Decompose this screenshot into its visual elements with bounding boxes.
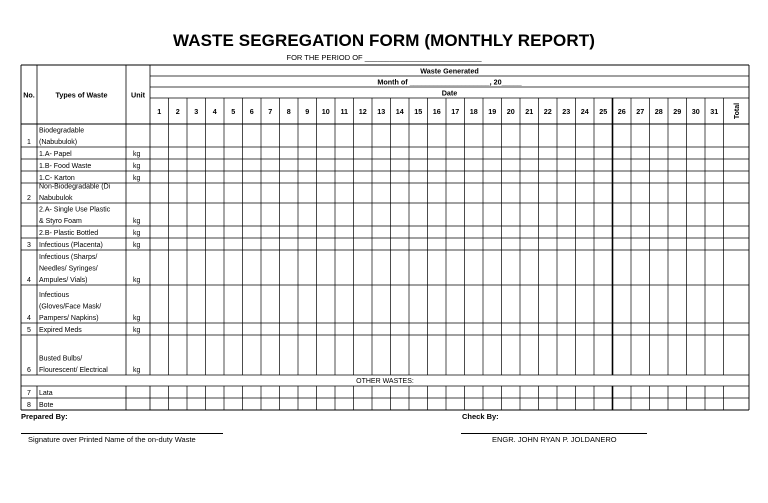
waste-type-10-line-0: Expired Meds [39, 327, 82, 334]
form-title: WASTE SEGREGATION FORM (MONTHLY REPORT) [173, 31, 595, 50]
month-header: Month of ____________________, 20_____ [377, 77, 522, 87]
waste-type-5-line-0: 2.A- Single Use Plastic [39, 206, 111, 214]
day-label-11: 11 [340, 107, 349, 116]
row-no-0: 1 [27, 139, 31, 146]
col-unit-header: Unit [131, 90, 145, 100]
day-label-19: 19 [488, 107, 497, 116]
day-label-14: 14 [395, 107, 404, 116]
day-label-1: 1 [157, 107, 162, 116]
waste-type-7-line-0: Infectious (Placenta) [39, 242, 103, 249]
day-label-23: 23 [562, 107, 571, 116]
row-unit-5: kg [133, 218, 141, 225]
waste-type-11-line-1: Flourescent/ Electrical [39, 367, 108, 374]
waste-type-4-line-0: Non-Biodegradable (Di [39, 183, 111, 191]
total-header: Total [733, 102, 741, 120]
day-label-6: 6 [249, 107, 254, 116]
day-label-5: 5 [231, 107, 236, 116]
day-label-10: 10 [321, 107, 330, 116]
prepared-by-label: Prepared By: [21, 412, 68, 421]
day-label-28: 28 [654, 107, 663, 116]
waste-type-8-line-0: Infectious (Sharps/ [39, 254, 98, 261]
waste-type-2-line-0: 1.B- Food Waste [39, 163, 92, 170]
row-no-10: 5 [27, 327, 31, 334]
day-label-30: 30 [691, 107, 700, 116]
day-label-9: 9 [305, 107, 310, 116]
row-unit-9: kg [133, 315, 141, 322]
day-label-21: 21 [525, 107, 534, 116]
waste-type-9-line-1: (Gloves/Face Mask/ [39, 303, 102, 311]
waste-type-o1-line-0: Bote [39, 402, 54, 409]
row-unit-10: kg [133, 327, 141, 334]
day-label-31: 31 [710, 107, 719, 116]
prepared-signature-line [21, 433, 223, 434]
day-label-2: 2 [175, 107, 180, 116]
day-label-29: 29 [673, 107, 682, 116]
col-no-header: No. [23, 90, 35, 100]
waste-type-0-line-0: Biodegradable [39, 127, 85, 135]
day-label-7: 7 [268, 107, 273, 116]
waste-type-1-line-0: 1.A- Papel [39, 151, 72, 158]
check-signature-line [461, 433, 647, 434]
day-label-4: 4 [212, 107, 217, 116]
day-label-22: 22 [543, 107, 552, 116]
day-label-3: 3 [194, 107, 199, 116]
day-label-8: 8 [286, 107, 291, 116]
row-unit-1: kg [133, 151, 141, 158]
waste-type-0-line-1: (Nabubulok) [39, 139, 78, 146]
waste-type-9-line-2: Pampers/ Napkins) [39, 315, 99, 322]
day-label-24: 24 [580, 107, 589, 116]
day-label-27: 27 [636, 107, 645, 116]
day-label-25: 25 [599, 107, 608, 116]
day-label-12: 12 [358, 107, 367, 116]
waste-type-11-line-0: Busted Bulbs/ [39, 355, 83, 363]
day-label-26: 26 [617, 107, 626, 116]
waste-type-4-line-1: Nabubulok [39, 195, 73, 202]
row-no-8: 4 [27, 277, 31, 284]
waste-type-6-line-0: 2.B- Plastic Bottled [39, 230, 99, 237]
day-label-16: 16 [432, 107, 441, 116]
date-header: Date [441, 88, 458, 98]
waste-type-9-line-0: Infectious [39, 292, 69, 299]
row-no-o1: 8 [27, 402, 31, 409]
other-wastes-label: OTHER WASTES: [356, 378, 414, 386]
waste-type-3-line-0: 1.C- Karton [39, 175, 75, 182]
col-type-header: Types of Waste [55, 90, 108, 100]
row-no-9: 4 [27, 315, 31, 322]
waste-type-o0-line-0: Lata [39, 390, 53, 397]
checker-name: ENGR. JOHN RYAN P. JOLDANERO [492, 435, 617, 444]
row-unit-11: kg [133, 367, 141, 374]
row-no-11: 6 [27, 367, 31, 374]
row-unit-2: kg [133, 163, 141, 170]
row-unit-8: kg [133, 277, 141, 284]
row-unit-6: kg [133, 230, 141, 237]
waste-type-5-line-1: & Styro Foam [39, 218, 82, 225]
day-label-15: 15 [414, 107, 423, 116]
day-label-13: 13 [377, 107, 386, 116]
row-no-4: 2 [27, 195, 31, 202]
waste-type-8-line-1: Needles/ Syringes/ [39, 265, 98, 273]
signature-caption: Signature over Printed Name of the on-duty Waste [28, 435, 196, 444]
row-no-7: 3 [27, 242, 31, 249]
row-unit-7: kg [133, 242, 141, 249]
day-label-20: 20 [506, 107, 515, 116]
day-label-17: 17 [451, 107, 460, 116]
row-unit-3: kg [133, 175, 141, 182]
row-no-o0: 7 [27, 390, 31, 397]
day-label-18: 18 [469, 107, 478, 116]
waste-generated-header: Waste Generated [420, 66, 479, 76]
waste-type-8-line-2: Ampules/ Vials) [39, 277, 88, 284]
check-by-label: Check By: [462, 412, 499, 421]
period-line: FOR THE PERIOD OF ____________________________ [286, 53, 482, 62]
